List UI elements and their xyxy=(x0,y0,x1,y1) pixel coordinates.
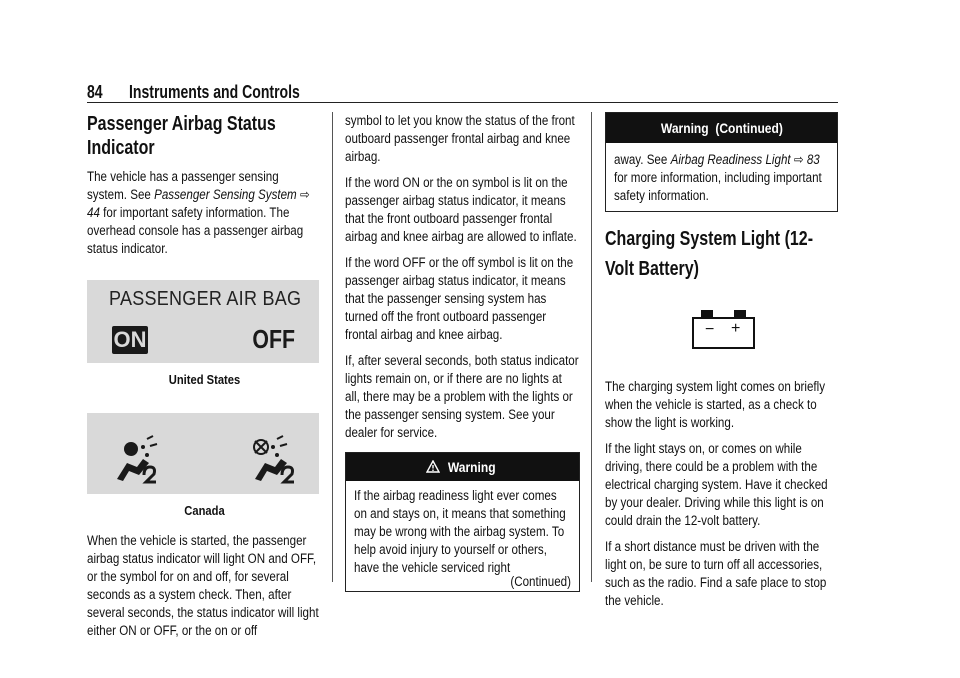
warning-continued-label: Warning (Continued) xyxy=(660,120,783,136)
paragraph: If, after several seconds, both status indicator lights remain on, or if there are no lights at all, there may be a problem with the lights or the passenger sensing system. See your dealer for service. xyxy=(345,353,579,440)
column-divider xyxy=(332,112,333,582)
page-ref-44[interactable]: 44 xyxy=(87,205,100,220)
airbag-on-symbol-icon xyxy=(117,436,157,482)
column-2 xyxy=(345,112,580,592)
continued-label: (Continued) xyxy=(510,574,571,589)
paragraph: If the word ON or the on symbol is lit on the passenger airbag status indicator, it means that the front outboard passenger frontal airbag and knee airbag are allowed to inflate. xyxy=(345,175,577,244)
battery-plus-icon: + xyxy=(731,320,741,337)
intro-paragraph xyxy=(87,168,321,258)
battery-minus-icon: − xyxy=(705,321,715,338)
link-airbag-readiness-light[interactable]: Airbag Readiness Light xyxy=(670,152,791,167)
airbag-symbols xyxy=(87,413,319,494)
section-title: Instruments and Controls xyxy=(129,82,300,102)
section-heading-charging-system: Charging System Light (12-Volt Battery) xyxy=(605,228,814,280)
intro-text: The vehicle has a passenger sensing system. See xyxy=(87,169,279,202)
battery-icon xyxy=(691,308,756,350)
page-number: 84 xyxy=(87,82,103,102)
off-indicator: OFF xyxy=(252,324,295,354)
warning-body-continued xyxy=(606,143,837,211)
paragraph: If the light stays on, or comes on while driving, there could be a problem with the electrical charging system. Have it checked by your dealer. Driving while this light is on could drain the 12-volt battery. xyxy=(605,441,828,528)
caption-united-states: United States xyxy=(168,372,241,387)
warning-header-continued xyxy=(606,113,837,143)
page-ref-arrow-icon: ⇨ xyxy=(793,152,804,167)
column-3 xyxy=(605,112,838,618)
column-divider xyxy=(591,112,592,582)
warning-box-continued xyxy=(605,112,838,212)
warning-text-post: for more information, including important safety information. xyxy=(614,170,822,203)
figure-us-indicator xyxy=(87,280,319,363)
paragraph: The charging system light comes on briefly when the vehicle is started, as a check to show the light is working. xyxy=(605,379,826,430)
link-passenger-sensing-system[interactable]: Passenger Sensing System xyxy=(154,187,297,202)
section-heading-airbag-status: Passenger Airbag Status Indicator xyxy=(87,113,276,159)
paragraph: When the vehicle is started, the passenger airbag status indicator will light ON and OFF, or the symbol for on and off, for several seconds as a system check. Then, after several seconds, the status indicator will light either ON or OFF, or the on or off xyxy=(87,533,319,638)
page-ref-83[interactable]: 83 xyxy=(806,152,820,167)
warning-header xyxy=(346,453,579,481)
paragraph: symbol to let you know the status of the front outboard passenger frontal airbag and knee airbag. xyxy=(345,113,575,164)
warning-text-continued xyxy=(614,151,828,205)
warning-label: Warning xyxy=(447,459,496,475)
page-ref-arrow-icon: ⇨ xyxy=(299,187,310,202)
paragraph: If a short distance must be driven with the light on, be sure to turn off all accessories, such as the radio. Find a safe place to stop the vehicle. xyxy=(605,539,827,608)
warning-body xyxy=(346,481,579,591)
indicator-title: PASSENGER AIR BAG xyxy=(109,288,302,310)
warning-box xyxy=(345,452,580,592)
header-rule xyxy=(87,102,838,103)
figure-canada-indicator xyxy=(87,413,319,494)
intro-text-end: for important safety information. The overhead console has a passenger airbag status indicator. xyxy=(87,205,304,256)
on-indicator: ON xyxy=(113,327,147,352)
caption-canada: Canada xyxy=(184,503,225,518)
column-1 xyxy=(87,112,322,648)
warning-triangle-icon xyxy=(426,454,440,482)
warning-text-pre: away. See xyxy=(614,152,671,167)
airbag-off-symbol-icon xyxy=(254,436,294,482)
warning-text: If the airbag readiness light ever comes on and stays on, it means that something may be wrong with the airbag system. To help avoid injury to yourself or others, have the vehicle serviced right xyxy=(354,488,566,575)
paragraph: If the word OFF or the off symbol is lit on the passenger airbag status indicator, it means that the passenger sensing system has turned off the front outboard passenger frontal airbag and knee airbag. xyxy=(345,255,574,342)
